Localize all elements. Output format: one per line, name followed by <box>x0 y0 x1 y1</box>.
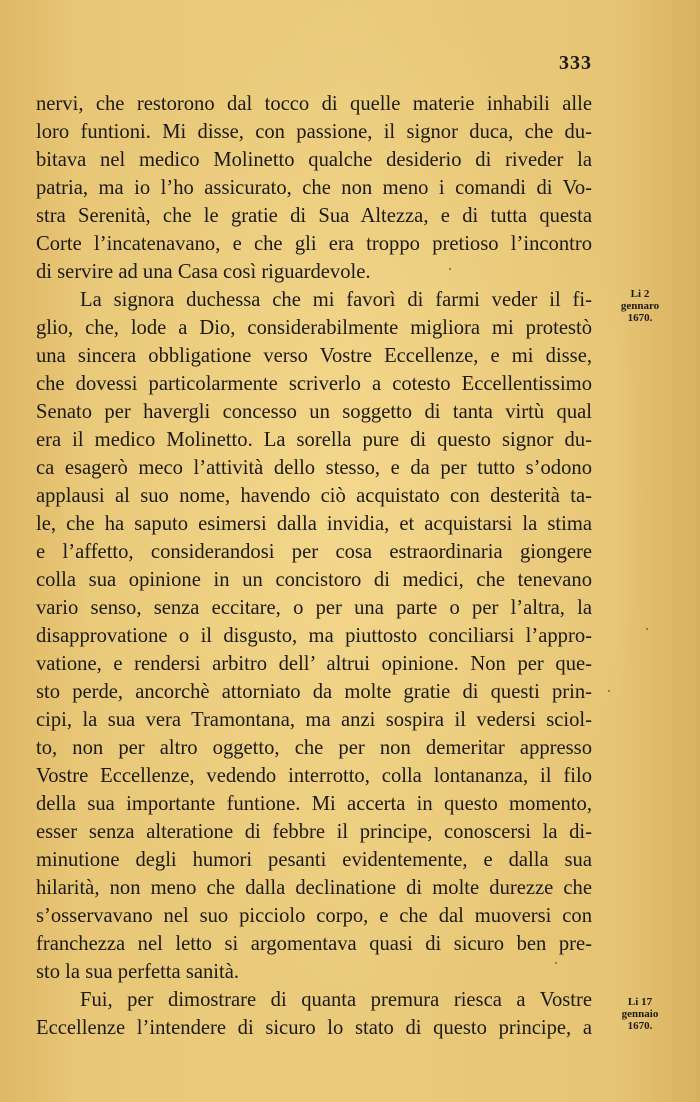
margin-note-line: Li 17 <box>627 996 653 1008</box>
text-line: colla sua opinione in un concistoro di medici, che tenevano <box>36 569 592 591</box>
text-line: sto la sua perfetta sanità. <box>36 961 240 983</box>
text-line: vario senso, senza eccitare, o per una parte o per l’altra, la <box>36 597 592 619</box>
margin-note-line: 1670. <box>627 1020 653 1032</box>
body-text <box>36 90 592 1042</box>
text-line: to, non per altro oggetto, che per non demeritar appresso <box>36 737 592 759</box>
paper-speck <box>608 690 610 692</box>
margin-note-line: 1670. <box>627 312 653 324</box>
margin-note-line: gennaro <box>620 300 660 312</box>
text-line: cipi, la sua vera Tramontana, ma anzi sospira il vedersi sciol- <box>36 709 592 731</box>
text-line: Eccellenze l’intendere di sicuro lo stato di questo principe, a <box>36 1017 592 1039</box>
paper-speck <box>449 268 451 270</box>
text-line: e l’affetto, considerandosi per cosa estraordinaria giongere <box>36 541 592 563</box>
text-line: le, che ha saputo esimersi dalla invidia, et acquistarsi la stima <box>36 513 592 535</box>
text-line: applausi al suo nome, havendo ciò acquistato con desterità ta- <box>36 485 592 507</box>
page-number: 333 <box>559 52 592 74</box>
text-line: vatione, e rendersi arbitro dell’ altrui opinione. Non per que- <box>36 653 592 675</box>
text-line: della sua importante funtione. Mi accerta in questo momento, <box>36 793 592 815</box>
text-line: sto perde, ancorchè attorniato da molte gratie di questi prin- <box>36 681 592 703</box>
text-line: esser senza alteratione di febbre il principe, conoscersi la di- <box>36 821 592 843</box>
text-line: di servire ad una Casa così riguardevole. <box>36 261 371 283</box>
text-line: era il medico Molinetto. La sorella pure di questo signor du- <box>36 429 592 451</box>
text-line: hilarità, non meno che dalla declinatione di molte durezze che <box>36 877 592 899</box>
text-line: minutione degli humori pesanti evidentemente, e dalla sua <box>36 849 592 871</box>
text-line: bitava nel medico Molinetto qualche desiderio di riveder la <box>36 149 592 171</box>
margin-note-line: Li 2 <box>630 288 650 300</box>
text-line: franchezza nel letto si argomentava quasi di sicuro ben pre- <box>36 933 592 955</box>
text-line: disapprovatione o il disgusto, ma piuttosto conciliarsi l’appro- <box>36 625 592 647</box>
text-line: ca esagerò meco l’attività dello stesso, e da per tutto s’odono <box>36 457 592 479</box>
margin-note-date <box>605 288 675 324</box>
text-line: Vostre Eccellenze, vedendo interrotto, colla lontananza, il filo <box>36 765 592 787</box>
text-line: Corte l’incatenavano, e che gli era troppo pretioso l’incontro <box>36 233 592 255</box>
margin-note-date <box>605 996 675 1032</box>
text-line: nervi, che restorono dal tocco di quelle materie inhabili alle <box>36 93 592 115</box>
text-line: s’osservavano nel suo picciolo corpo, e che dal muoversi con <box>36 905 592 927</box>
paper-speck <box>555 962 557 964</box>
text-line: loro funtioni. Mi disse, con passione, il signor duca, che du- <box>36 121 592 143</box>
text-line: una sincera obbligatione verso Vostre Eccellenze, e mi disse, <box>36 345 592 367</box>
text-line: stra Serenità, che le gratie di Sua Altezza, e di tutta questa <box>36 205 592 227</box>
text-line: patria, ma io l’ho assicurato, che non meno i comandi di Vo- <box>36 177 592 199</box>
text-line: La signora duchessa che mi favorì di farmi veder il fi- <box>80 289 592 311</box>
margin-note-line: gennaio <box>621 1008 659 1020</box>
text-line: Senato per havergli concesso un soggetto di tanta virtù qual <box>36 401 592 423</box>
text-line: Fui, per dimostrare di quanta premura riesca a Vostre <box>80 989 592 1011</box>
text-line: glio, che, lode a Dio, considerabilmente migliora mi protestò <box>36 317 592 339</box>
paper-speck <box>646 628 648 630</box>
text-line: che dovessi particolarmente scriverlo a cotesto Eccellentissimo <box>36 373 592 395</box>
